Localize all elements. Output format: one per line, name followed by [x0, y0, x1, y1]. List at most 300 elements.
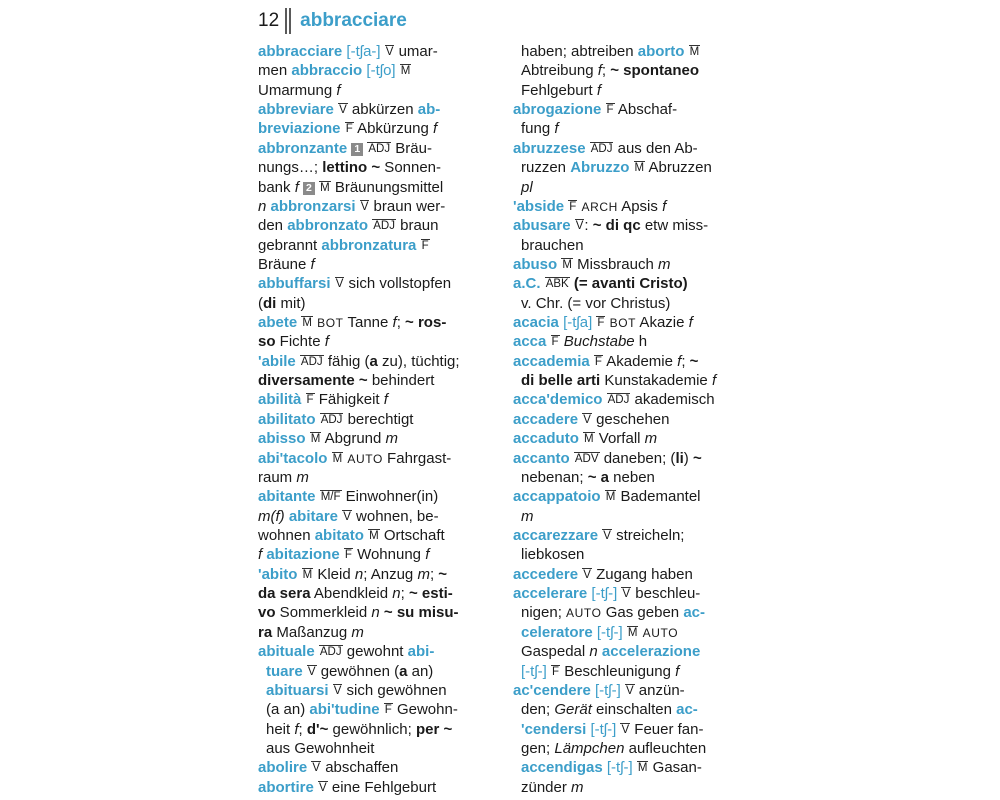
bold-phrase: a	[399, 662, 408, 680]
text-line	[513, 390, 749, 409]
grammar-label: F	[421, 239, 429, 252]
entry-text: Fahrgast-	[382, 449, 452, 467]
headword: 'abito	[258, 565, 298, 583]
entry-text: streicheln;	[611, 526, 685, 544]
grammar-label: M	[369, 529, 379, 542]
grammar-label: ADJ	[319, 646, 342, 659]
grammar-label: V	[339, 104, 347, 117]
pronunciation: [-tʃ-]	[591, 585, 618, 603]
entry-text: abschaffen	[321, 759, 399, 777]
domain-label: BOT	[317, 316, 344, 331]
grammar-label: F	[569, 200, 577, 213]
entry-text: etw miss-	[640, 217, 709, 235]
entry-text: h	[634, 333, 648, 351]
italic-text: f	[258, 546, 263, 564]
bold-phrase: ~	[438, 565, 448, 583]
text-line	[258, 429, 494, 448]
text-line	[513, 758, 749, 777]
grammar-label: V	[312, 762, 321, 775]
bold-phrase: da sera	[258, 585, 311, 603]
italic-text: f	[310, 255, 315, 273]
italic-text: n	[258, 197, 267, 215]
text-line	[513, 178, 749, 197]
grammar-label: M	[634, 162, 645, 175]
entry-text: Akazie	[636, 314, 689, 332]
text-line	[258, 410, 494, 429]
italic-text: Lämpchen	[554, 739, 625, 757]
headword: abbronzarsi	[270, 197, 356, 215]
headword: abitato	[314, 526, 364, 544]
headword: abisso	[258, 430, 306, 448]
entry-text: fähig (	[323, 352, 370, 370]
entry-text: ;	[298, 720, 307, 738]
bold-phrase: lettino ~	[322, 159, 381, 177]
headword: abituale	[258, 643, 315, 661]
text-line	[513, 139, 749, 158]
entry-text: nigen;	[521, 604, 567, 622]
entry-text: Fehlgeburt	[521, 81, 597, 99]
text-line	[513, 429, 749, 448]
entry-text: (	[258, 294, 263, 312]
text-line	[513, 294, 749, 313]
entry-text: Missbrauch	[572, 255, 658, 273]
headword: accadere	[513, 410, 579, 428]
headword: 'abile	[258, 352, 296, 370]
italic-text: f	[324, 333, 329, 351]
bold-phrase: ~ spontaneo	[610, 62, 700, 80]
entry-text: men	[258, 62, 292, 80]
entry-text: Bräune	[258, 255, 311, 273]
italic-text: f	[596, 81, 602, 99]
text-line	[258, 487, 494, 506]
entry-text: bank	[258, 178, 295, 196]
entry-text: zu), tüchtig;	[377, 352, 460, 370]
sense-number: 2	[303, 182, 315, 195]
entry-text: ;	[601, 62, 611, 80]
entry-text: daneben; (	[599, 449, 676, 467]
headword: ac-	[683, 604, 705, 622]
text-line	[513, 449, 749, 468]
headword: abi'tudine	[309, 701, 380, 719]
text-line	[258, 700, 494, 719]
dictionary-column-right	[513, 42, 749, 797]
text-line	[258, 371, 494, 390]
entry-text: gebrannt	[258, 236, 322, 254]
bold-phrase: ~ su misu-	[383, 604, 459, 622]
bold-phrase: ~	[692, 449, 702, 467]
text-line	[513, 662, 749, 681]
entry-text: behindert	[367, 372, 435, 390]
italic-text: f	[294, 178, 299, 196]
headword: abbronzante	[258, 139, 348, 157]
grammar-label: ABK	[545, 278, 569, 291]
text-line	[258, 468, 494, 487]
entry-text: beschleu-	[631, 585, 701, 603]
headword: accedere	[513, 565, 579, 583]
italic-text: pl	[521, 178, 533, 196]
entry-text: neben	[609, 468, 655, 486]
grammar-label: V	[583, 413, 591, 426]
text-line	[258, 100, 494, 119]
entry-text: Gewohn-	[392, 701, 458, 719]
text-line	[513, 332, 749, 351]
entry-text: Abendkleid	[310, 585, 393, 603]
entry-text: wohnen, be-	[351, 507, 439, 525]
italic-text: m	[385, 430, 399, 448]
entry-text: Abgrund	[321, 430, 386, 448]
text-line	[258, 778, 494, 797]
italic-text: n	[371, 604, 380, 622]
headword: accademia	[513, 352, 590, 370]
headword: abitare	[288, 507, 339, 525]
bold-phrase: (= avanti Cristo)	[573, 275, 688, 293]
text-line	[513, 81, 749, 100]
entry-text: aus Gewohnheit	[266, 739, 375, 757]
italic-text: m	[296, 468, 309, 486]
grammar-label: V	[621, 723, 630, 736]
text-line	[513, 778, 749, 797]
domain-label: AUTO	[642, 625, 679, 640]
headword: abi'tacolo	[258, 449, 328, 467]
italic-text: f	[383, 391, 388, 409]
text-line	[513, 119, 749, 138]
italic-text: m	[521, 507, 534, 525]
headword: 'abside	[513, 197, 565, 215]
entry-text: anzün-	[634, 681, 685, 699]
text-line	[513, 739, 749, 758]
entry-text: Vorfall	[594, 430, 645, 448]
headword: breviazione	[258, 120, 341, 138]
text-line	[258, 681, 494, 700]
grammar-label: ADJ	[320, 413, 343, 426]
grammar-label: F	[606, 104, 614, 117]
entry-text: Bademantel	[616, 488, 701, 506]
pronunciation: [-tʃ-]	[596, 623, 623, 641]
headword: abruzzese	[513, 139, 586, 157]
domain-label: BOT	[609, 316, 637, 331]
headword: abilitato	[258, 410, 316, 428]
pronunciation: [-tʃo]	[366, 62, 396, 80]
grammar-label: M	[310, 433, 321, 446]
entry-text: Bräunungsmittel	[330, 178, 444, 196]
grammar-label: M	[302, 568, 313, 581]
entry-text: zünder	[521, 778, 572, 796]
headword: abitante	[258, 488, 316, 506]
italic-text: m	[417, 565, 430, 583]
entry-text: akademisch	[630, 391, 715, 409]
text-line	[258, 584, 494, 603]
headword: accendigas	[521, 759, 603, 777]
headword: abbronzatura	[321, 236, 417, 254]
grammar-label: ADJ	[368, 142, 391, 155]
headword: acca	[513, 333, 547, 351]
text-line	[513, 274, 749, 293]
grammar-label: V	[307, 665, 316, 678]
grammar-label: V	[575, 220, 584, 233]
italic-text: f	[432, 120, 438, 138]
headword: abituarsi	[266, 681, 329, 699]
bold-phrase: di belle arti	[521, 372, 601, 390]
text-line	[513, 584, 749, 603]
text-line	[258, 274, 494, 293]
italic-text: f	[688, 314, 693, 332]
entry-text: Bräu-	[391, 139, 432, 157]
headword: abortire	[258, 778, 314, 796]
headword: tuare	[266, 662, 303, 680]
bold-phrase: li	[675, 449, 684, 467]
grammar-label: M	[689, 46, 700, 58]
entry-text: ;	[429, 565, 439, 583]
grammar-label: V	[622, 588, 631, 601]
grammar-label: M	[302, 317, 312, 330]
headword: abbraccio	[291, 62, 363, 80]
pronunciation: [-tʃ-]	[606, 759, 633, 777]
grammar-label: M	[627, 626, 638, 639]
entry-text: Akademie	[602, 352, 678, 370]
italic-text: f	[336, 81, 341, 99]
italic-text: n	[589, 643, 598, 661]
entry-text: Gaspedal	[521, 643, 590, 661]
entry-text: ;	[396, 314, 406, 332]
text-line	[258, 603, 494, 622]
bold-phrase: ~	[689, 352, 699, 370]
pronunciation: [-tʃa-]	[346, 43, 381, 60]
bold-phrase: ~ ros-	[405, 314, 447, 332]
grammar-label: M	[584, 433, 594, 446]
text-line	[513, 720, 749, 739]
entry-text: Ortschaft	[379, 526, 445, 544]
pronunciation: [-tʃ-]	[521, 662, 547, 680]
headword: celeratore	[521, 623, 593, 641]
entry-text: gewöhnen (	[316, 662, 400, 680]
text-line	[258, 758, 494, 777]
text-line	[258, 390, 494, 409]
entry-text: umar-	[394, 43, 438, 60]
entry-text: den	[258, 217, 288, 235]
entry-text: braun wer-	[369, 197, 446, 215]
entry-text: ; Anzug	[363, 565, 418, 583]
grammar-label: ADJ	[300, 355, 323, 368]
italic-text: f	[425, 546, 430, 564]
entry-text: raum	[258, 468, 297, 486]
headword: abbuffarsi	[258, 275, 331, 293]
entry-text: geschehen	[591, 410, 670, 428]
grammar-label: V	[583, 568, 591, 581]
entry-text: Gasan-	[648, 759, 702, 777]
entry-text: Wohnung	[352, 546, 426, 564]
entry-text: den;	[521, 701, 555, 719]
text-line	[513, 526, 749, 545]
grammar-label: F	[384, 704, 392, 717]
text-line	[513, 487, 749, 506]
entry-text: gen;	[521, 739, 555, 757]
grammar-label: V	[319, 781, 327, 794]
headword: abitazione	[266, 546, 340, 564]
grammar-label: ADJ	[590, 142, 613, 155]
headword: abbreviare	[258, 101, 334, 119]
grammar-label: ADJ	[607, 394, 630, 407]
headword: acca'demico	[513, 391, 603, 409]
pronunciation: [-tʃ-]	[594, 681, 621, 699]
header-double-rule-left	[285, 8, 287, 34]
headword: acacia	[513, 314, 559, 332]
headword: Abruzzo	[570, 159, 630, 177]
italic-text: f	[675, 662, 680, 680]
text-line	[513, 216, 749, 235]
text-line	[258, 81, 494, 100]
headword: ab-	[417, 101, 441, 119]
headword: abusare	[513, 217, 571, 235]
headword: 'cendersi	[521, 720, 587, 738]
entry-text: Abkürzung	[353, 120, 433, 138]
grammar-label: M	[400, 65, 411, 78]
italic-text: f	[677, 352, 682, 370]
text-line	[513, 197, 749, 216]
running-header	[258, 6, 407, 36]
grammar-label: M	[320, 181, 330, 194]
bold-phrase: diversamente ~	[258, 372, 368, 390]
headword: abbronzato	[287, 217, 369, 235]
text-line	[513, 100, 749, 119]
entry-text: Zugang haben	[591, 565, 693, 583]
entry-text: heit	[266, 720, 295, 738]
text-line	[513, 371, 749, 390]
entry-text: an)	[407, 662, 434, 680]
text-line	[513, 158, 749, 177]
text-line	[513, 61, 749, 80]
entry-text: fung	[521, 120, 555, 138]
entry-text: )	[683, 449, 693, 467]
entry-text: Apsis	[617, 197, 663, 215]
pronunciation: [-tʃ-]	[590, 720, 617, 738]
text-line	[258, 662, 494, 681]
text-line	[513, 236, 749, 255]
grammar-label: V	[335, 278, 344, 291]
bold-phrase: ~ esti-	[408, 585, 453, 603]
italic-text: f	[392, 314, 397, 332]
entry-text: Fichte	[275, 333, 325, 351]
grammar-label: F	[551, 336, 559, 349]
text-line	[258, 720, 494, 739]
grammar-label: V	[360, 200, 369, 213]
text-line	[258, 158, 494, 177]
italic-text: Gerät	[554, 701, 592, 719]
text-line	[258, 642, 494, 661]
grammar-label: M	[637, 762, 648, 775]
grammar-label: ADJ	[373, 220, 395, 233]
entry-text: abkürzen	[347, 101, 418, 119]
headword: abuso	[513, 255, 558, 273]
text-line	[513, 468, 749, 487]
entry-text: einschalten	[591, 701, 677, 719]
grammar-label: V	[343, 510, 351, 523]
entry-text: berechtigt	[343, 410, 414, 428]
entry-text: Fähigkeit	[314, 391, 384, 409]
headword: abrogazione	[513, 101, 602, 119]
grammar-label: F	[594, 355, 602, 368]
italic-text: m	[571, 778, 584, 796]
entry-text: Kleid	[313, 565, 355, 583]
grammar-label: F	[597, 317, 605, 330]
text-line	[258, 139, 494, 158]
italic-text: f	[711, 372, 717, 390]
entry-text: Maßanzug	[272, 623, 352, 641]
entry-text: Umarmung	[258, 81, 337, 99]
grammar-label: M	[332, 452, 343, 465]
text-line	[258, 739, 494, 758]
text-line	[513, 410, 749, 429]
italic-text: m(f)	[258, 507, 285, 525]
entry-text: aus den Ab-	[613, 139, 698, 157]
italic-text: m	[351, 623, 364, 641]
entry-text: Gas geben	[601, 604, 684, 622]
headword: accanto	[513, 449, 570, 467]
text-line	[258, 449, 494, 468]
text-line	[258, 255, 494, 274]
text-line	[513, 352, 749, 371]
headword: abolire	[258, 759, 308, 777]
entry-text: sich vollstopfen	[344, 275, 452, 293]
dictionary-column-left	[258, 42, 494, 797]
entry-text: Sommerkleid	[275, 604, 372, 622]
entry-text: Abruzzen	[645, 159, 712, 177]
italic-text: n	[354, 565, 364, 583]
grammar-label: ADV	[574, 452, 599, 465]
domain-label: ARCH	[581, 199, 618, 214]
italic-text: f	[294, 720, 299, 738]
headword: ac'cendere	[513, 681, 591, 699]
entry-text: (a an)	[266, 701, 310, 719]
grammar-label: F	[345, 123, 353, 136]
headword: accappatoio	[513, 488, 601, 506]
entry-text: Feuer fan-	[630, 720, 704, 738]
entry-text: Abschaf-	[614, 101, 678, 119]
entry-text: Einwohner(in)	[341, 488, 439, 506]
headword: accelerare	[513, 585, 588, 603]
bold-phrase: so	[258, 333, 276, 351]
page-number: 12	[258, 10, 280, 31]
grammar-label: V	[333, 684, 342, 697]
pronunciation: [-tʃa]	[563, 314, 593, 332]
headword: aborto	[637, 43, 685, 60]
grammar-label: F	[552, 665, 560, 678]
italic-text: f	[554, 120, 559, 138]
bold-phrase: di	[263, 294, 277, 312]
entry-text: gewohnt	[342, 643, 408, 661]
text-line	[258, 197, 494, 216]
italic-text: m	[657, 255, 671, 273]
italic-text: n	[392, 585, 401, 603]
italic-text: Buchstabe	[563, 333, 635, 351]
entry-text: ruzzen	[521, 159, 571, 177]
text-line	[258, 332, 494, 351]
grammar-label: F	[344, 549, 352, 562]
text-line	[513, 313, 749, 332]
text-line	[258, 313, 494, 332]
text-line	[258, 61, 494, 80]
text-line	[513, 42, 749, 61]
headword: a.C.	[513, 275, 541, 293]
headword: ac-	[676, 701, 698, 719]
text-line	[258, 565, 494, 584]
grammar-label: V	[385, 46, 394, 58]
headword: abi-	[407, 643, 435, 661]
text-line	[258, 42, 494, 61]
text-line	[513, 545, 749, 564]
entry-text: Kunstakademie	[600, 372, 712, 390]
text-line	[258, 526, 494, 545]
text-line	[513, 565, 749, 584]
